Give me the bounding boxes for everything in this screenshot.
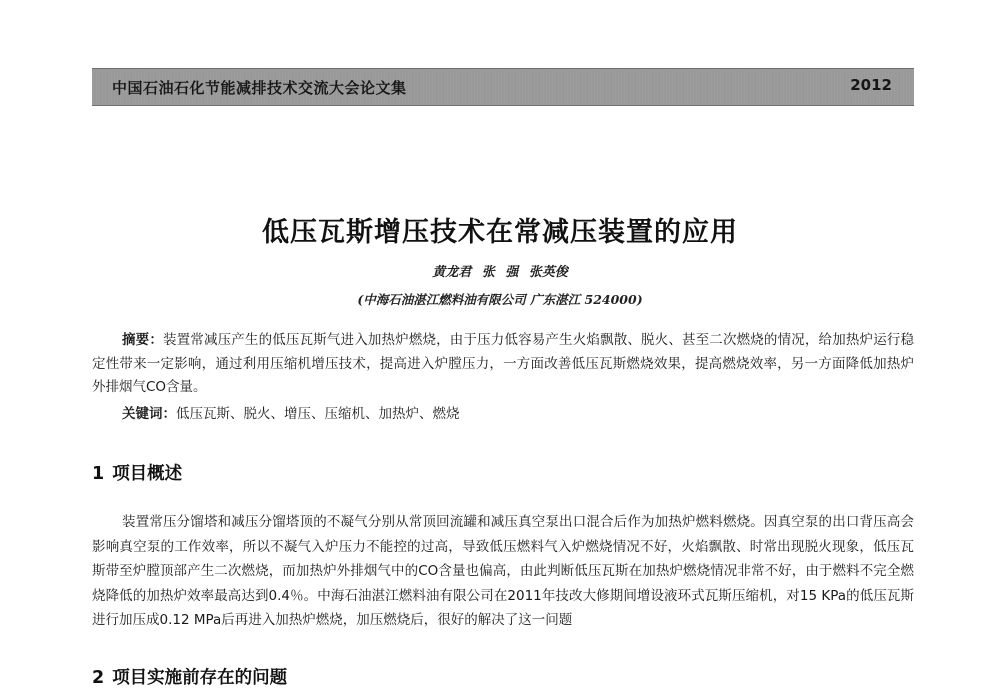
abstract-label: 摘要： xyxy=(122,332,163,348)
section-1-paragraph: 装置常压分馏塔和减压分馏塔顶的不凝气分别从常顶回流罐和减压真空泵出口混合后作为加热炉燃料燃烧。因真空泵的出口背压高会影响真空泵的工作效率，所以不凝气入炉压力不能控的过高，导致低压燃料气入炉燃烧情况不好，火焰飘散、时常出现脱火现象，低压瓦斯带至炉膛顶部产生二次燃烧，而加热炉外排烟气中的CO含量也偏高，由此判断低压瓦斯在加热炉燃烧情况非常不好，由于燃料不完全燃烧降低的加热炉效率最高达到0.4％。中海石油湛江燃料油有限公司在2011年技改大修期间增设液环式瓦斯压缩机，对15 KPa的低压瓦斯进行加压成0.12 MPa后再进入加热炉燃烧，加压燃烧后，很好的解决了这一问题 xyxy=(92,514,914,628)
section-title: 项目概述 xyxy=(112,464,183,484)
section-heading-1 xyxy=(92,460,182,485)
section-heading-2 xyxy=(92,664,287,689)
abstract-text: 装置常减压产生的低压瓦斯气进入加热炉燃烧，由于压力低容易产生火焰飘散、脱火、甚至二次燃烧的情况，给加热炉运行稳定性带来一定影响，通过利用压缩机增压技术，提高进入炉膛压力，一方面改善低压瓦斯燃烧效果，提高燃烧效率，另一方面降低加热炉外排烟气CO含量。 xyxy=(92,332,915,395)
journal-title: 中国石油石化节能减排技术交流大会论文集 xyxy=(112,79,407,97)
paper-title: 低压瓦斯增压技术在常减压装置的应用 xyxy=(262,217,738,248)
author-affiliation: (中海石油湛江燃料油有限公司 广东湛江 524000) xyxy=(357,292,643,307)
abstract xyxy=(92,329,914,400)
section-number: 1 xyxy=(92,464,105,484)
section-title: 项目实施前存在的问题 xyxy=(112,668,288,688)
keywords-text: 低压瓦斯、脱火、增压、压缩机、加热炉、燃烧 xyxy=(176,406,460,422)
running-header xyxy=(92,68,914,106)
publication-year: 2012 xyxy=(850,76,892,94)
paper-authors: 黄龙君 张 强 张英俊 xyxy=(432,265,568,280)
keywords-label: 关键词： xyxy=(122,406,176,422)
section-number: 2 xyxy=(92,668,105,688)
keywords xyxy=(122,403,914,427)
